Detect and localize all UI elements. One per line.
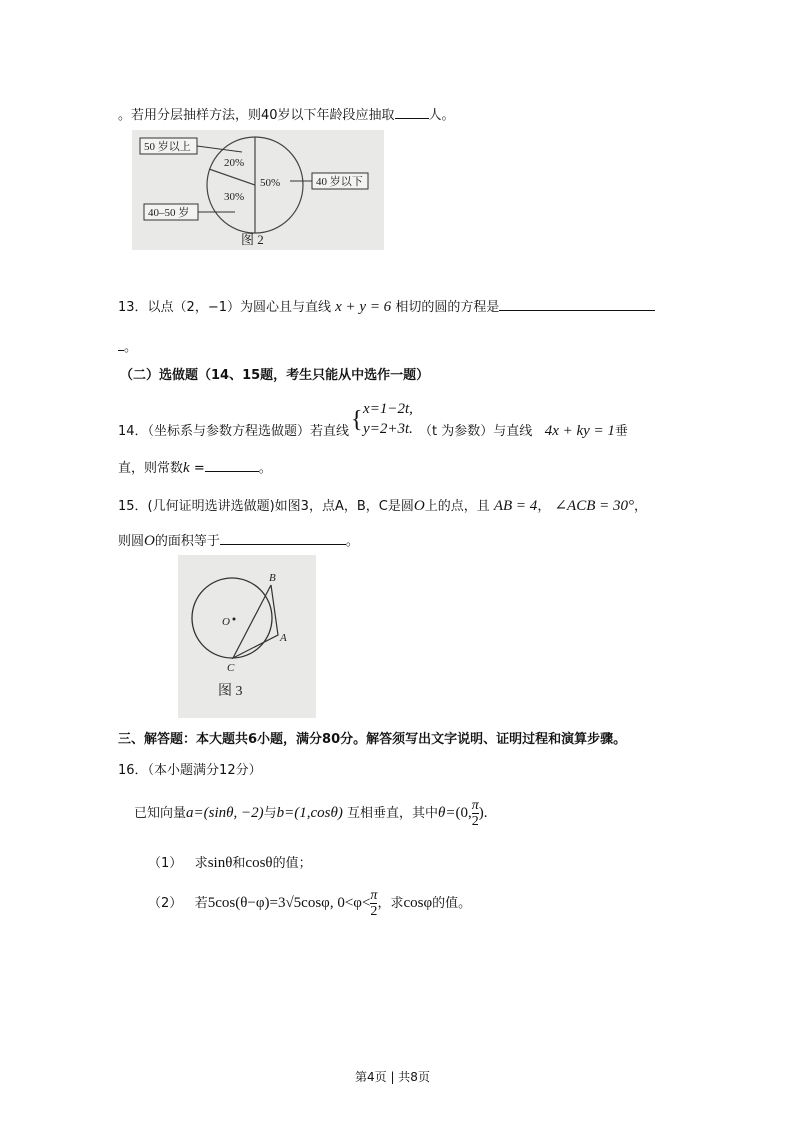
point-C-label: C	[227, 662, 235, 674]
p1-and: 和	[232, 856, 246, 871]
q13-text: 13．以点（2，−1）为圆心且与直线	[118, 300, 331, 315]
q15-comma: ，	[634, 499, 648, 514]
figure-2-pie-chart	[132, 130, 384, 250]
range-open: (0,	[455, 805, 472, 821]
q13-equation: x + y = 6	[335, 299, 392, 315]
answer-blank	[220, 532, 346, 545]
q14-k: k	[183, 460, 190, 476]
numerator: π	[471, 798, 479, 813]
slice-label-50: 50%	[260, 177, 281, 189]
sin-theta: sinθ	[207, 855, 233, 871]
denominator: 2	[370, 904, 378, 919]
q14-line2	[118, 457, 272, 477]
q14-eqsign: =	[189, 461, 205, 476]
page-footer: 第4页 | 共8页	[355, 1070, 430, 1084]
denominator: 2	[471, 814, 479, 829]
q15-line2	[118, 530, 359, 550]
point-B-label: B	[269, 572, 276, 584]
q15-O2: O	[144, 533, 155, 549]
p2-equation: 5cos(θ−φ)=3√5cosφ, 0<φ<	[207, 895, 371, 911]
q15-text: 15．(几何证明选讲选做题)如图3，点A，B，C是圆	[118, 499, 414, 514]
figure-caption: 图 2	[241, 232, 264, 247]
q15-line2b: 的面积等于	[154, 534, 220, 549]
q16-mid: 与	[263, 806, 277, 821]
question-13	[118, 296, 655, 316]
fraction-pi-over-2	[472, 798, 479, 829]
q13-text2: 相切的圆的方程是	[395, 300, 500, 315]
q12-suffix: 人。	[428, 108, 455, 123]
label-over-50: 50 岁以上	[144, 141, 191, 153]
q15-period: 。	[345, 534, 359, 549]
slice-label-30: 30%	[224, 191, 245, 203]
section-heading-optional: （二）选做题（14、15题，考生只能从中选作一题）	[120, 368, 430, 383]
q15-text2: 上的点，且	[424, 499, 490, 514]
p2-end: ，求	[377, 896, 404, 911]
p1-text: 求	[194, 856, 208, 871]
q13-tail	[118, 336, 137, 355]
q14-period: 。	[258, 461, 272, 476]
question-14	[118, 401, 628, 440]
point-O-label: O	[222, 616, 230, 628]
q13-period: 。	[124, 340, 138, 355]
point-A-label: A	[280, 632, 287, 644]
q14-text2: （t 为参数）与直线	[419, 424, 533, 439]
p2-end2: 的值。	[432, 896, 472, 911]
p2-text: 若	[194, 896, 208, 911]
param-eq-y: y=2+3t.	[363, 421, 413, 437]
slice-label-20: 20%	[224, 157, 245, 169]
q12-text: 。若用分层抽样方法，则40岁以下年龄段应抽取	[118, 108, 395, 123]
answer-blank	[395, 106, 429, 119]
figure-caption: 图 3	[218, 684, 243, 699]
arrow	[197, 146, 242, 152]
q15-line2-text: 则圆	[118, 534, 145, 549]
answer-blank	[205, 459, 259, 472]
part-number: （2）	[148, 896, 183, 911]
answer-blank	[499, 298, 655, 311]
question-16-stem	[134, 798, 488, 829]
label-under-40: 40 岁以下	[316, 176, 363, 188]
vector-b: b=(1,cosθ)	[276, 805, 343, 821]
pie-divider	[209, 169, 255, 185]
q15-ab: AB = 4	[493, 498, 538, 514]
p1-end: 的值；	[272, 856, 312, 871]
question-15	[118, 495, 647, 515]
q15-angle: ∠ACB = 30°	[554, 498, 634, 514]
q16-mid2: 互相垂直，其中	[347, 806, 439, 821]
label-40-50: 40–50 岁	[148, 207, 190, 219]
section-heading-answers: 三、解答题：本大题共6小题，满分80分。解答须写出文字说明、证明过程和演算步骤。	[118, 732, 627, 747]
range-close: ).	[478, 805, 488, 821]
numerator: π	[370, 888, 378, 903]
q15-O: O	[413, 498, 425, 514]
figure-3-circle	[178, 555, 316, 718]
question-16-title: 16．（本小题满分12分）	[118, 763, 262, 778]
q16-part1	[148, 852, 312, 872]
q14-text3: 垂	[614, 424, 628, 439]
q14-text: 14．（坐标系与参数方程选做题）若直线	[118, 424, 350, 439]
question-12-tail	[118, 104, 455, 123]
cos-theta: cosθ	[245, 855, 273, 871]
part-number: （1）	[148, 856, 183, 871]
theta: θ=	[438, 805, 456, 821]
center-point	[233, 618, 236, 621]
q16-stem: 已知向量	[134, 806, 187, 821]
q16-part2	[148, 888, 471, 919]
vector-a: a=(sinθ, −2)	[186, 805, 264, 821]
param-eq-x: x=1−2t,	[363, 401, 413, 417]
q14-line-equation: 4x + ky = 1	[544, 423, 615, 439]
circle-O	[192, 578, 272, 658]
cos-phi: cosφ	[403, 895, 433, 911]
q15-sep: ，	[537, 499, 551, 514]
q14-line2-text: 直，则常数	[118, 461, 184, 476]
param-system: { x=1−2t, y=2+3t.	[351, 401, 413, 437]
